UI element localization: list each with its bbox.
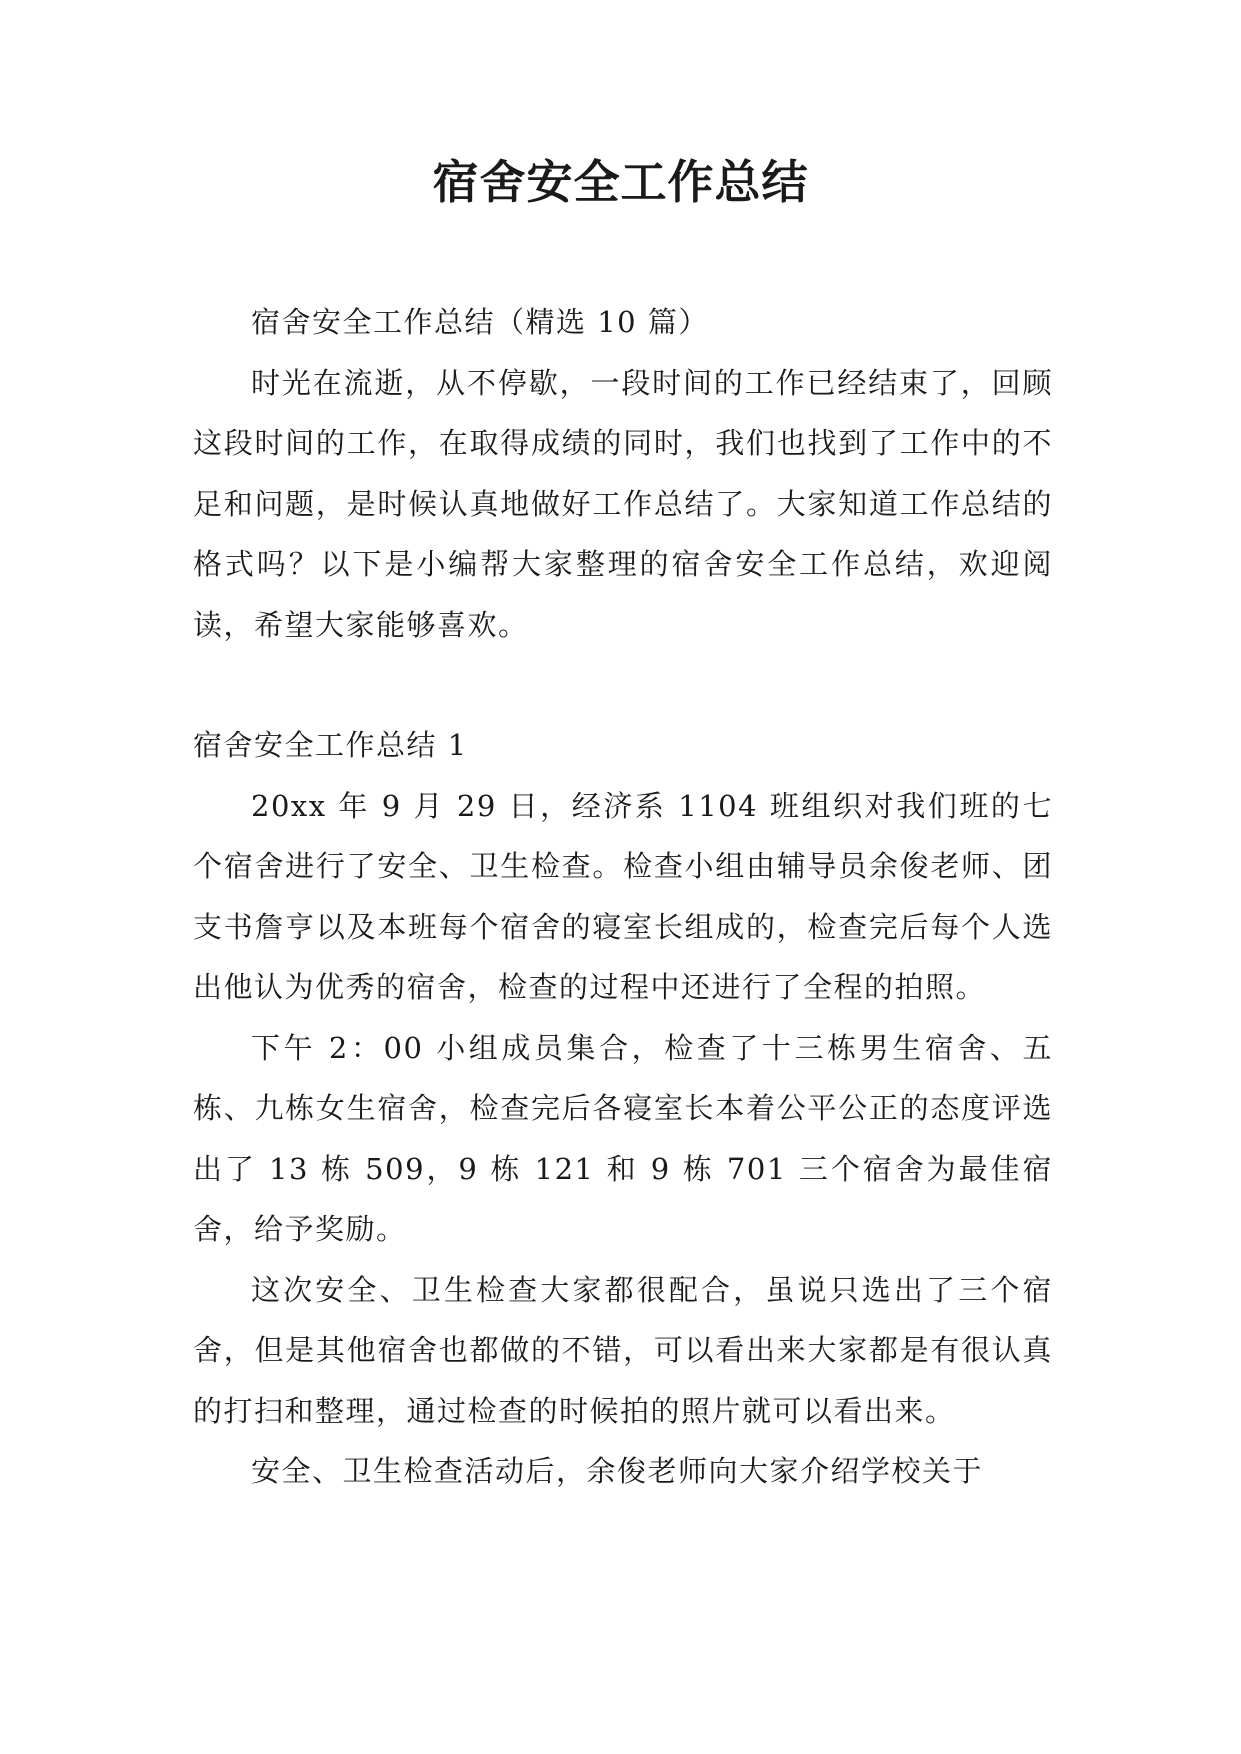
intro-paragraph: 时光在流逝，从不停歇，一段时间的工作已经结束了，回顾这段时间的工作，在取得成绩的同时，我们也找到了工作中的不足和问题，是时候认真地做好工作总结了。大家知道工作总结的格式吗？以下是小编帮大家整理的宿舍安全工作总结，欢迎阅读，希望大家能够喜欢。: [193, 365, 1053, 642]
body-paragraph: 下午 2：00 小组成员集合，检查了十三栋男生宿舍、五栋、九栋女生宿舍，检查完后各寝室长本着公平公正的态度评选出了 13 栋 509，9 栋 121 和 9 栋 701 三个宿舍为最佳宿舍，给予奖励。: [193, 1030, 1053, 1246]
document-body: [193, 292, 1053, 1502]
body-paragraph: 20xx 年 9 月 29 日，经济系 1104 班组织对我们班的七个宿舍进行了安全、卫生检查。检查小组由辅导员余俊老师、团支书詹亨以及本班每个宿舍的寝室长组成的，检查完后每个人选出他认为优秀的宿舍，检查的过程中还进行了全程的拍照。: [193, 788, 1053, 1004]
section-gap: [193, 655, 1053, 715]
body-paragraph: 这次安全、卫生检查大家都很配合，虽说只选出了三个宿舍，但是其他宿舍也都做的不错，可以看出来大家都是有很认真的打扫和整理，通过检查的时候拍的照片就可以看出来。: [193, 1272, 1053, 1428]
body-paragraph: 安全、卫生检查活动后，余俊老师向大家介绍学校关于: [251, 1454, 984, 1488]
document-subtitle: 宿舍安全工作总结（精选 10 篇）: [251, 305, 709, 339]
section-heading: 宿舍安全工作总结 1: [193, 728, 468, 762]
document-title: 宿舍安全工作总结: [432, 155, 809, 209]
